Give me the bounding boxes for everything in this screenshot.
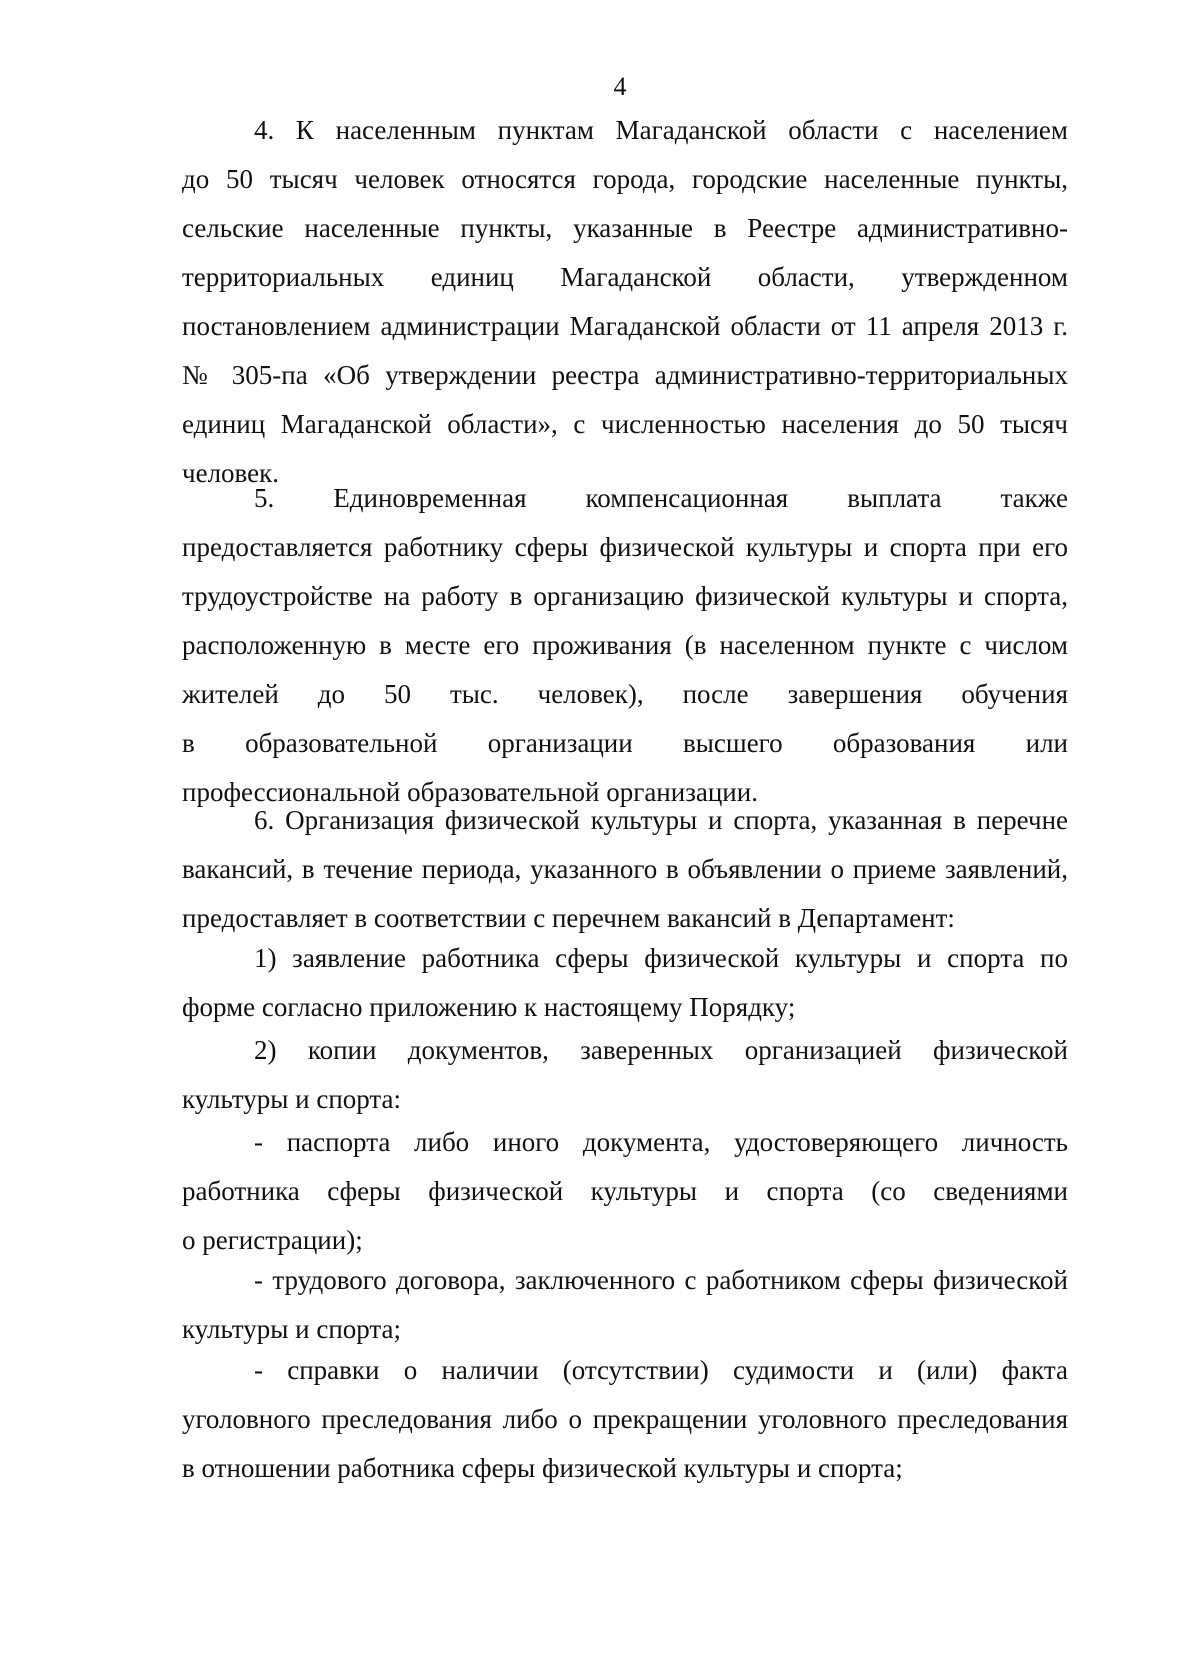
text-line: № 305-па «Об утверждении реестра административно-территориальных	[182, 360, 1068, 390]
text-line: культуры и спорта:	[182, 1084, 402, 1114]
text-line: - трудового договора, заключенного с работником сферы физической	[254, 1265, 1068, 1295]
text-line: 1) заявление работника сферы физической культуры и спорта по	[254, 943, 1068, 973]
text-line: - справки о наличии (отсутствии) судимости и (или) факта	[254, 1355, 1068, 1385]
paragraph-item-4	[182, 106, 1068, 498]
text-line: вакансий, в течение периода, указанного в объявлении о приеме заявлений,	[182, 854, 1068, 884]
text-line: работника сферы физической культуры и спорта (со сведениями	[182, 1176, 1068, 1206]
text-line: до 50 тысяч человек относятся города, городские населенные пункты,	[182, 164, 1068, 194]
text-line: трудоустройстве на работу в организацию физической культуры и спорта,	[182, 581, 1068, 611]
paragraph-item-5	[182, 474, 1068, 817]
text-line: 4. К населенным пунктам Магаданской области с населением	[254, 115, 1068, 145]
text-line: жителей до 50 тыс. человек), после завершения обучения	[182, 679, 1068, 709]
text-line: территориальных единиц Магаданской области, утвержденном	[182, 262, 1068, 292]
text-line: 6. Организация физической культуры и спорта, указанная в перечне	[254, 805, 1068, 835]
text-line: человек.	[182, 458, 279, 488]
text-line: 2) копии документов, заверенных организацией физической	[254, 1035, 1068, 1065]
text-line: предоставляет в соответствии с перечнем вакансий в Департамент:	[182, 903, 955, 933]
text-line: в отношении работника сферы физической культуры и спорта;	[182, 1453, 903, 1483]
text-line: 5. Единовременная компенсационная выплата также	[254, 483, 1068, 513]
subitem-2	[182, 1026, 1068, 1124]
text-line: постановлением администрации Магаданской области от 11 апреля 2013 г.	[182, 311, 1068, 341]
dash-item-passport	[182, 1118, 1068, 1265]
text-line: единиц Магаданской области», с численностью населения до 50 тысяч	[182, 409, 1068, 439]
dash-item-certificate	[182, 1346, 1068, 1493]
text-line: - паспорта либо иного документа, удостоверяющего личность	[254, 1127, 1068, 1157]
text-line: в образовательной организации высшего образования или	[182, 728, 1068, 758]
text-line: форме согласно приложению к настоящему Порядку;	[182, 992, 796, 1022]
paragraph-item-6	[182, 796, 1068, 943]
text-line: расположенную в месте его проживания (в населенном пункте с числом	[182, 630, 1068, 660]
text-line: предоставляется работнику сферы физической культуры и спорта при его	[182, 532, 1068, 562]
page-number: 4	[613, 72, 627, 101]
text-line: сельские населенные пункты, указанные в Реестре административно-	[182, 213, 1068, 243]
text-line: о регистрации);	[182, 1225, 363, 1255]
text-line: уголовного преследования либо о прекращении уголовного преследования	[182, 1404, 1068, 1434]
text-line: культуры и спорта;	[182, 1314, 402, 1344]
subitem-1	[182, 934, 1068, 1032]
dash-item-contract	[182, 1256, 1068, 1354]
text-line: профессиональной образовательной организации.	[182, 777, 758, 807]
